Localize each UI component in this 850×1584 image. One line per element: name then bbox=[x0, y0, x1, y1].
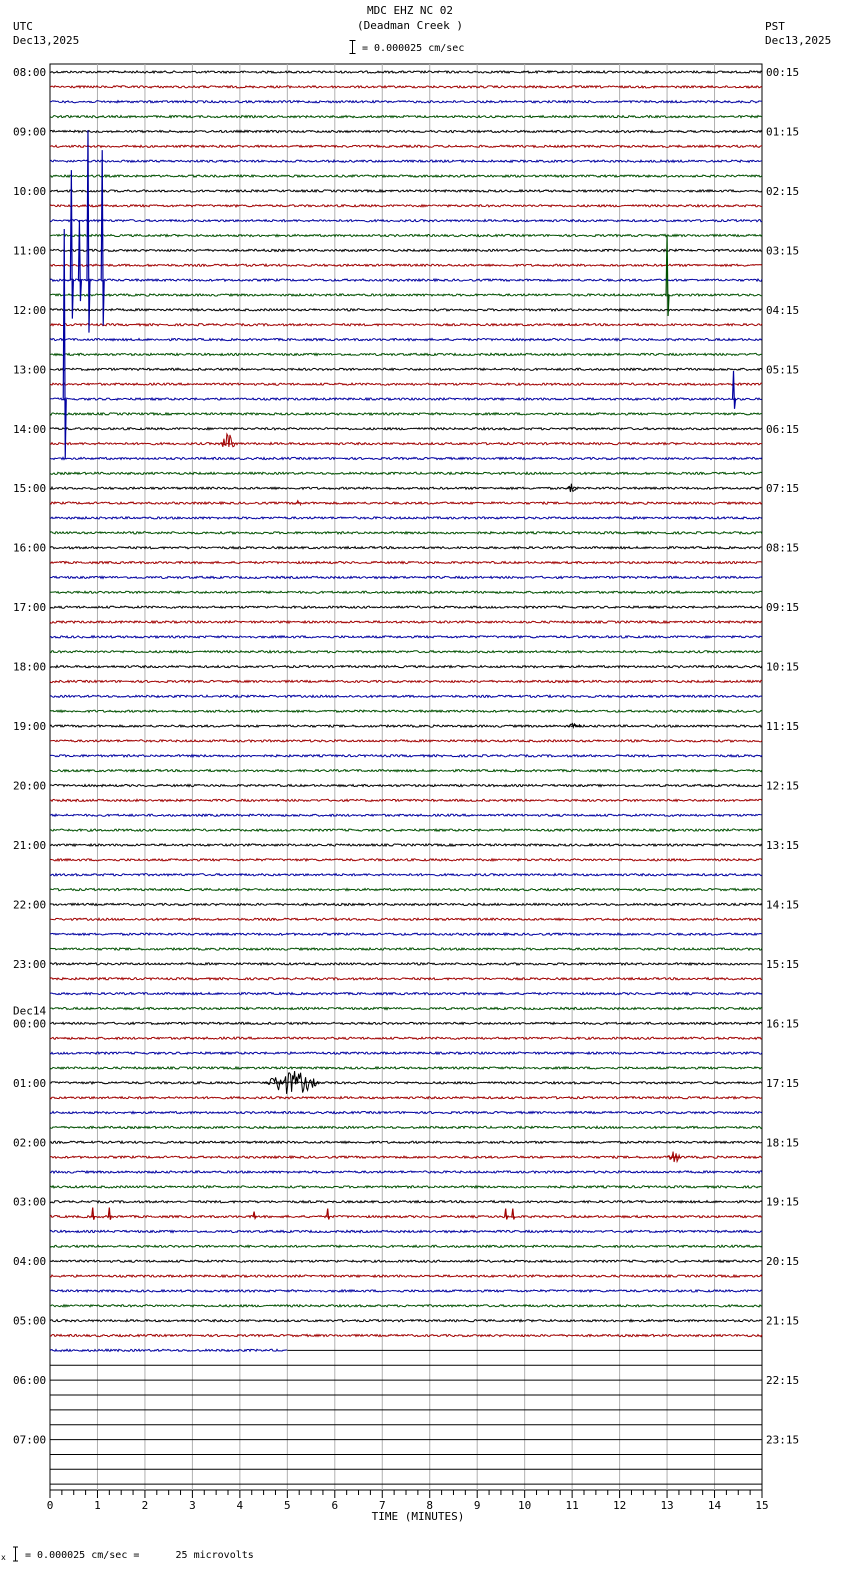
seismic-event-spike bbox=[92, 1208, 95, 1220]
seismic-trace bbox=[50, 740, 762, 742]
pst-hour-label: 04:15 bbox=[766, 303, 800, 317]
seismic-trace bbox=[50, 784, 762, 786]
pst-hour-label: 10:15 bbox=[766, 660, 800, 674]
utc-hour-label: 21:00 bbox=[13, 838, 47, 852]
left-timezone-label: UTC bbox=[13, 20, 33, 33]
x-axis-label: TIME (MINUTES) bbox=[371, 1510, 465, 1523]
x-tick-label: 9 bbox=[473, 1499, 481, 1512]
seismic-trace bbox=[50, 1156, 762, 1158]
footer-scale-icon bbox=[1, 1546, 21, 1562]
seismic-trace bbox=[50, 1201, 762, 1203]
utc-hour-label: 04:00 bbox=[13, 1255, 47, 1269]
seismic-trace bbox=[50, 1052, 762, 1054]
x-tick-label: 1 bbox=[94, 1499, 101, 1512]
seismic-event-spike bbox=[63, 229, 66, 459]
utc-hour-label: 07:00 bbox=[13, 1433, 47, 1447]
pst-hour-label: 13:15 bbox=[766, 838, 800, 852]
seismic-trace bbox=[50, 903, 762, 905]
utc-hour-label: 23:00 bbox=[13, 957, 47, 971]
seismic-trace bbox=[50, 1334, 762, 1336]
seismic-event-burst bbox=[667, 1152, 681, 1162]
seismic-trace bbox=[50, 175, 762, 177]
x-tick-label: 5 bbox=[284, 1499, 291, 1512]
x-tick-label: 8 bbox=[426, 1499, 434, 1512]
seismic-trace bbox=[50, 666, 762, 668]
seismic-trace bbox=[50, 844, 762, 846]
seismic-trace bbox=[50, 799, 762, 801]
seismic-event-spike bbox=[108, 1208, 111, 1220]
seismic-trace bbox=[50, 368, 762, 370]
seismic-trace bbox=[50, 101, 762, 103]
seismic-trace bbox=[50, 1230, 762, 1232]
seismic-trace bbox=[50, 755, 762, 757]
trace-group bbox=[50, 71, 762, 1484]
seismic-trace bbox=[50, 547, 762, 549]
utc-hour-label: 12:00 bbox=[13, 303, 47, 317]
utc-hour-label: 09:00 bbox=[13, 125, 47, 139]
seismic-trace bbox=[50, 859, 762, 861]
seismic-trace bbox=[50, 71, 762, 73]
pst-hour-label: 16:15 bbox=[766, 1017, 800, 1031]
seismic-event-spike bbox=[733, 371, 736, 409]
seismic-trace bbox=[50, 130, 762, 132]
x-axis bbox=[47, 1490, 769, 1523]
pst-hour-label: 05:15 bbox=[766, 363, 800, 377]
right-timezone-label: PST bbox=[765, 20, 785, 33]
utc-hour-label: 13:00 bbox=[13, 363, 47, 377]
seismic-trace bbox=[50, 457, 762, 459]
right-date-label: Dec13,2025 bbox=[765, 34, 832, 47]
seismic-trace bbox=[50, 443, 762, 445]
seismic-trace bbox=[50, 1349, 287, 1351]
seismic-trace bbox=[50, 1097, 762, 1099]
seismic-trace bbox=[50, 680, 762, 682]
utc-hour-label: 01:00 bbox=[13, 1076, 47, 1090]
x-tick-label: 6 bbox=[331, 1499, 339, 1512]
seismic-trace bbox=[50, 710, 762, 712]
utc-hour-label: 17:00 bbox=[13, 601, 47, 615]
seismic-trace bbox=[50, 695, 762, 697]
x-tick-label: 2 bbox=[141, 1499, 149, 1512]
x-tick-label: 12 bbox=[612, 1499, 627, 1512]
pst-hour-label: 23:15 bbox=[766, 1433, 800, 1447]
seismic-event-burst bbox=[221, 434, 235, 447]
seismic-trace bbox=[50, 1007, 762, 1009]
seismic-trace bbox=[50, 770, 762, 772]
pst-hour-label: 18:15 bbox=[766, 1136, 800, 1150]
seismic-event-spike bbox=[512, 1209, 515, 1220]
seismic-trace bbox=[50, 651, 762, 653]
x-tick-label: 0 bbox=[46, 1499, 54, 1512]
utc-hour-label: 18:00 bbox=[13, 660, 47, 674]
seismic-trace bbox=[50, 205, 762, 207]
utc-hour-label: 00:00 bbox=[13, 1017, 47, 1031]
seismic-trace bbox=[50, 725, 762, 727]
seismic-trace bbox=[50, 532, 762, 534]
seismic-trace bbox=[50, 606, 762, 608]
seismic-trace bbox=[50, 487, 762, 489]
seismic-trace bbox=[50, 1275, 762, 1277]
seismic-trace bbox=[50, 383, 762, 385]
seismic-trace bbox=[50, 413, 762, 415]
svg-text:x: x bbox=[1, 1553, 6, 1562]
seismic-trace bbox=[50, 621, 762, 623]
seismic-event-spike bbox=[253, 1212, 256, 1219]
seismic-trace bbox=[50, 249, 762, 251]
seismic-trace bbox=[50, 1171, 762, 1173]
pst-hour-label: 21:15 bbox=[766, 1314, 800, 1328]
seismic-trace bbox=[50, 978, 762, 980]
seismic-trace bbox=[50, 116, 762, 118]
seismic-trace bbox=[50, 309, 762, 311]
seismic-trace bbox=[50, 398, 762, 400]
seismic-trace bbox=[50, 636, 762, 638]
seismic-trace bbox=[50, 918, 762, 920]
seismic-trace bbox=[50, 561, 762, 563]
utc-hour-label: 02:00 bbox=[13, 1136, 47, 1150]
seismic-trace bbox=[50, 324, 762, 326]
scale-label: = 0.000025 cm/sec bbox=[362, 43, 465, 54]
seismic-trace bbox=[50, 428, 762, 430]
station-title: MDC EHZ NC 02 bbox=[366, 4, 454, 17]
seismic-trace bbox=[50, 1245, 762, 1247]
utc-hour-label: 19:00 bbox=[13, 720, 47, 734]
pst-hour-label: 22:15 bbox=[766, 1374, 800, 1388]
pst-hour-label: 08:15 bbox=[766, 541, 800, 555]
seismic-trace bbox=[50, 220, 762, 222]
seismic-trace bbox=[50, 591, 762, 593]
pst-hour-label: 15:15 bbox=[766, 957, 800, 971]
seismic-event-spike bbox=[327, 1209, 330, 1220]
utc-hour-label: 06:00 bbox=[13, 1374, 47, 1388]
seismic-trace bbox=[50, 1141, 762, 1143]
utc-hour-label: 16:00 bbox=[13, 541, 47, 555]
seismic-trace bbox=[50, 1037, 762, 1039]
station-name: (Deadman Creek ) bbox=[357, 19, 463, 32]
seismic-event-spike bbox=[78, 220, 81, 301]
utc-hour-label: 15:00 bbox=[13, 482, 47, 496]
seismic-trace bbox=[50, 190, 762, 192]
utc-date-label: Dec14 bbox=[13, 1004, 47, 1018]
seismic-event-spike bbox=[87, 130, 90, 332]
pst-hour-label: 14:15 bbox=[766, 898, 800, 912]
seismic-trace bbox=[50, 339, 762, 341]
utc-hour-label: 10:00 bbox=[13, 184, 47, 198]
seismic-event-spike bbox=[505, 1209, 508, 1220]
pst-hour-label: 02:15 bbox=[766, 184, 800, 198]
seismic-trace bbox=[50, 874, 762, 876]
pst-hour-label: 03:15 bbox=[766, 244, 800, 258]
utc-hour-label: 11:00 bbox=[13, 244, 47, 258]
seismic-trace bbox=[50, 264, 762, 266]
seismic-trace bbox=[50, 889, 762, 891]
seismic-trace bbox=[50, 279, 762, 281]
seismic-trace bbox=[50, 829, 762, 831]
seismic-trace bbox=[50, 576, 762, 578]
footer-scale-label: = 0.000025 cm/sec = 25 microvolts bbox=[25, 1550, 254, 1561]
utc-hour-label: 22:00 bbox=[13, 898, 47, 912]
x-tick-label: 14 bbox=[707, 1499, 722, 1512]
pst-hour-label: 20:15 bbox=[766, 1255, 800, 1269]
x-tick-label: 11 bbox=[565, 1499, 579, 1512]
x-tick-label: 4 bbox=[236, 1499, 244, 1512]
left-date-label: Dec13,2025 bbox=[13, 34, 80, 47]
seismic-trace bbox=[50, 145, 762, 147]
seismic-event-spike bbox=[70, 170, 73, 318]
seismic-trace bbox=[50, 1320, 762, 1322]
pst-hour-label: 07:15 bbox=[766, 482, 800, 496]
pst-hour-label: 01:15 bbox=[766, 125, 800, 139]
pst-hour-label: 00:15 bbox=[766, 66, 800, 79]
pst-hour-label: 19:15 bbox=[766, 1195, 800, 1209]
x-tick-label: 10 bbox=[518, 1499, 532, 1512]
seismic-trace bbox=[50, 814, 762, 816]
seismic-trace bbox=[50, 1216, 762, 1218]
utc-hour-label: 05:00 bbox=[13, 1314, 47, 1328]
pst-hour-label: 12:15 bbox=[766, 779, 800, 793]
x-tick-label: 13 bbox=[660, 1499, 674, 1512]
seismic-trace bbox=[50, 933, 762, 935]
seismic-trace bbox=[50, 993, 762, 995]
x-tick-label: 7 bbox=[378, 1499, 386, 1512]
seismic-event-spike bbox=[666, 235, 669, 316]
seismic-trace bbox=[50, 1112, 762, 1114]
pst-hour-label: 06:15 bbox=[766, 422, 800, 436]
seismic-trace bbox=[50, 160, 762, 162]
utc-hour-label: 20:00 bbox=[13, 779, 47, 793]
pst-hour-label: 17:15 bbox=[766, 1076, 800, 1090]
seismic-trace bbox=[50, 294, 762, 296]
seismic-trace bbox=[50, 1186, 762, 1188]
seismic-trace bbox=[50, 234, 762, 236]
x-tick-label: 3 bbox=[189, 1499, 196, 1512]
utc-hour-label: 03:00 bbox=[13, 1195, 47, 1209]
pst-hour-label: 11:15 bbox=[766, 720, 800, 734]
x-tick-label: 15 bbox=[755, 1499, 769, 1512]
pst-hour-label: 09:15 bbox=[766, 601, 800, 615]
seismic-trace bbox=[50, 1126, 762, 1128]
utc-hour-label: 14:00 bbox=[13, 422, 47, 436]
seismic-trace bbox=[50, 472, 762, 474]
seismic-trace bbox=[50, 353, 762, 355]
seismic-trace bbox=[50, 1290, 762, 1292]
seismic-trace bbox=[50, 948, 762, 950]
seismic-trace bbox=[50, 1067, 762, 1069]
seismic-trace bbox=[50, 517, 762, 519]
utc-hour-label: 08:00 bbox=[13, 66, 47, 79]
seismic-trace bbox=[50, 1022, 762, 1024]
seismic-trace bbox=[50, 1260, 762, 1262]
seismic-trace bbox=[50, 963, 762, 965]
seismic-trace bbox=[50, 86, 762, 88]
seismic-trace bbox=[50, 1305, 762, 1307]
seismic-trace bbox=[50, 502, 762, 504]
seismic-trace bbox=[50, 1082, 762, 1084]
